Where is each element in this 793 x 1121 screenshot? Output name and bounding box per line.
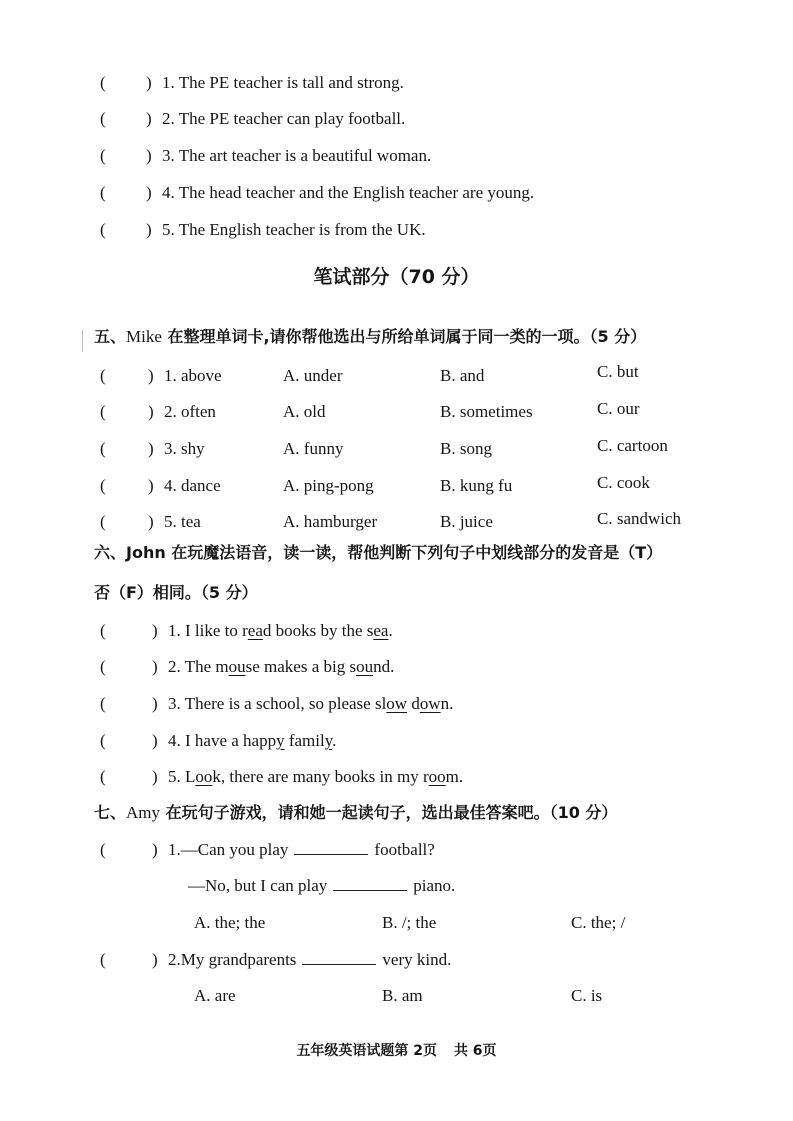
item-number: 2. [164,402,177,421]
answer-paren-close: ) [146,73,152,92]
sentence-part: se makes a big s [245,657,357,676]
answer-paren-open: ( [100,183,106,202]
underlined-sound: ow [419,694,441,713]
underlined-sound: ea [373,621,389,640]
option-b: B. kung fu [440,476,513,495]
answer-paren-open: ( [100,767,106,786]
underlined-sound: ou [356,657,374,676]
item-sentence [168,616,393,646]
sentence-part: There is a school, so please sl [184,694,387,713]
answer-paren-close: ) [146,146,152,165]
sentence-part: n. [440,694,454,713]
question-end: very kind. [382,950,452,969]
section5-title [94,322,734,352]
item-text [162,68,404,98]
sentence-part: . [388,621,393,640]
option-c: C. our [597,399,640,418]
underlined-sound: oo [428,767,446,786]
option-a: A. ping-pong [283,476,374,495]
sentence-part: I have a happ [185,731,277,750]
answer-blank[interactable] [294,840,368,855]
section6-title-line1: 六、John 在玩魔法语音，读一读，帮他判断下列句子中划线部分的发音是（T） [94,543,663,562]
option-a: A. are [194,986,236,1005]
answer-paren-close: ) [148,512,154,531]
option-a: A. old [283,402,326,421]
item-given-word: shy [181,439,205,458]
question-number: 2. [168,950,181,969]
sentence-part: m. [445,767,464,786]
answer-paren-close: ) [152,840,158,859]
question-number: 1. [168,840,181,859]
item-number: 3. [164,439,177,458]
item-given-word: above [181,366,222,385]
item-word [164,471,221,501]
option-c: C. cartoon [597,436,668,455]
sentence-part: k, there are many books in my r [212,767,429,786]
footer-page-label: 五年级英语试题第 2页 [296,1043,438,1059]
item-number: 2. [162,109,175,128]
answer-paren-close: ) [148,476,154,495]
answer-paren-open: ( [100,73,106,92]
underlined-sound: ow [386,694,408,713]
item-sentence [168,726,336,756]
item-word [164,507,201,537]
item-number: 1. [168,621,181,640]
item-sentence: The English teacher is from the UK. [178,220,426,239]
section5-name: Mike [126,327,162,346]
answer-paren-open: ( [100,402,106,421]
option-a: A. hamburger [283,512,378,531]
item-given-word: tea [181,512,201,531]
item-text [162,215,426,245]
question-text [168,835,435,865]
answer-paren-open: ( [100,694,106,713]
item-number: 3. [162,146,175,165]
option-c: C. the; / [571,913,626,932]
item-given-word: dance [181,476,221,495]
sentence-part: The m [184,657,229,676]
option-a: A. under [283,366,343,385]
underlined-sound: y [276,731,285,750]
answer-blank[interactable] [333,876,407,891]
answer-paren-close: ) [146,183,152,202]
answer-paren-open: ( [100,366,106,385]
option-b: B. juice [440,512,493,531]
written-section-heading: 笔试部分（70 分） [313,266,480,288]
answer-paren-close: ) [148,366,154,385]
option-b: B. /; the [382,913,437,932]
item-number: 5. [164,512,177,531]
option-b: B. and [440,366,485,385]
answer-paren-open: ( [100,146,106,165]
item-number: 4. [164,476,177,495]
sentence-part: . [332,731,337,750]
section6-title-line2: 否（F）相同。（5 分） [94,583,258,602]
option-b: B. am [382,986,423,1005]
answer-paren-open: ( [100,476,106,495]
answer-paren-close: ) [152,731,158,750]
item-sentence [168,652,394,682]
item-sentence: The head teacher and the English teacher are young. [178,183,535,202]
item-number: 1. [164,366,177,385]
reply-end: piano. [413,876,456,895]
item-number: 3. [168,694,181,713]
option-b: B. sometimes [440,402,533,421]
item-given-word: often [181,402,216,421]
answer-paren-open: ( [100,439,106,458]
item-number: 2. [168,657,181,676]
answer-paren-close: ) [146,220,152,239]
item-number: 4. [168,731,181,750]
item-sentence: The PE teacher is tall and strong. [178,73,404,92]
answer-paren-close: ) [148,439,154,458]
answer-blank[interactable] [302,950,376,965]
section7-number: 七、 [94,803,127,822]
answer-paren-open: ( [100,657,106,676]
sentence-part: I like to r [185,621,248,640]
underlined-sound: ea [247,621,263,640]
sentence-part: d [407,694,420,713]
question-text [168,945,451,975]
answer-paren-close: ) [152,621,158,640]
answer-paren-open: ( [100,220,106,239]
question-start: My grandparents [180,950,297,969]
option-c: C. is [571,986,603,1005]
item-word [164,434,205,464]
sentence-part: L [185,767,196,786]
answer-paren-close: ) [152,767,158,786]
reply-text [188,871,455,901]
section7-name: Amy [126,803,161,822]
footer-total-pages: 共 6页 [453,1043,497,1059]
option-c: C. cook [597,473,650,492]
item-number: 5. [162,220,175,239]
section5-number: 五、 [94,327,127,346]
item-number: 1. [162,73,175,92]
section5-instruction: 在整理单词卡,请你帮他选出与所给单词属于同一类的一项。（5 分） [161,327,647,346]
item-text [162,104,405,134]
answer-paren-open: ( [100,109,106,128]
item-sentence [168,762,463,792]
option-a: A. the; the [194,913,266,932]
answer-paren-close: ) [152,694,158,713]
section7-instruction: 在玩句子游戏，请和她一起读句子，选出最佳答案吧。（10 分） [160,803,618,822]
sentence-part: famil [284,731,325,750]
answer-paren-open: ( [100,840,106,859]
sentence-part: nd. [373,657,395,676]
option-c: C. sandwich [597,509,682,528]
answer-paren-close: ) [148,402,154,421]
item-sentence [168,689,453,719]
answer-paren-open: ( [100,950,106,969]
answer-paren-open: ( [100,731,106,750]
answer-paren-close: ) [146,109,152,128]
answer-paren-open: ( [100,621,106,640]
margin-mark [82,330,83,352]
underlined-sound: y [324,731,333,750]
item-number: 4. [162,183,175,202]
page-footer [0,1040,793,1060]
sentence-part: d books by the s [262,621,374,640]
reply-start: —No, but I can play [188,876,328,895]
option-b: B. song [440,439,492,458]
answer-paren-open: ( [100,512,106,531]
answer-paren-close: ) [152,950,158,969]
underlined-sound: ou [228,657,246,676]
item-text [162,178,534,208]
item-text [162,141,431,171]
option-a: A. funny [283,439,344,458]
option-c: C. but [597,362,639,381]
item-sentence: The PE teacher can play football. [178,109,406,128]
question-line1-end: football? [374,840,435,859]
question-line1-start: —Can you play [180,840,289,859]
item-sentence: The art teacher is a beautiful woman. [178,146,432,165]
item-word [164,397,216,427]
item-number: 5. [168,767,181,786]
answer-paren-close: ) [152,657,158,676]
item-word [164,361,222,391]
underlined-sound: oo [195,767,213,786]
section7-title [94,798,734,828]
